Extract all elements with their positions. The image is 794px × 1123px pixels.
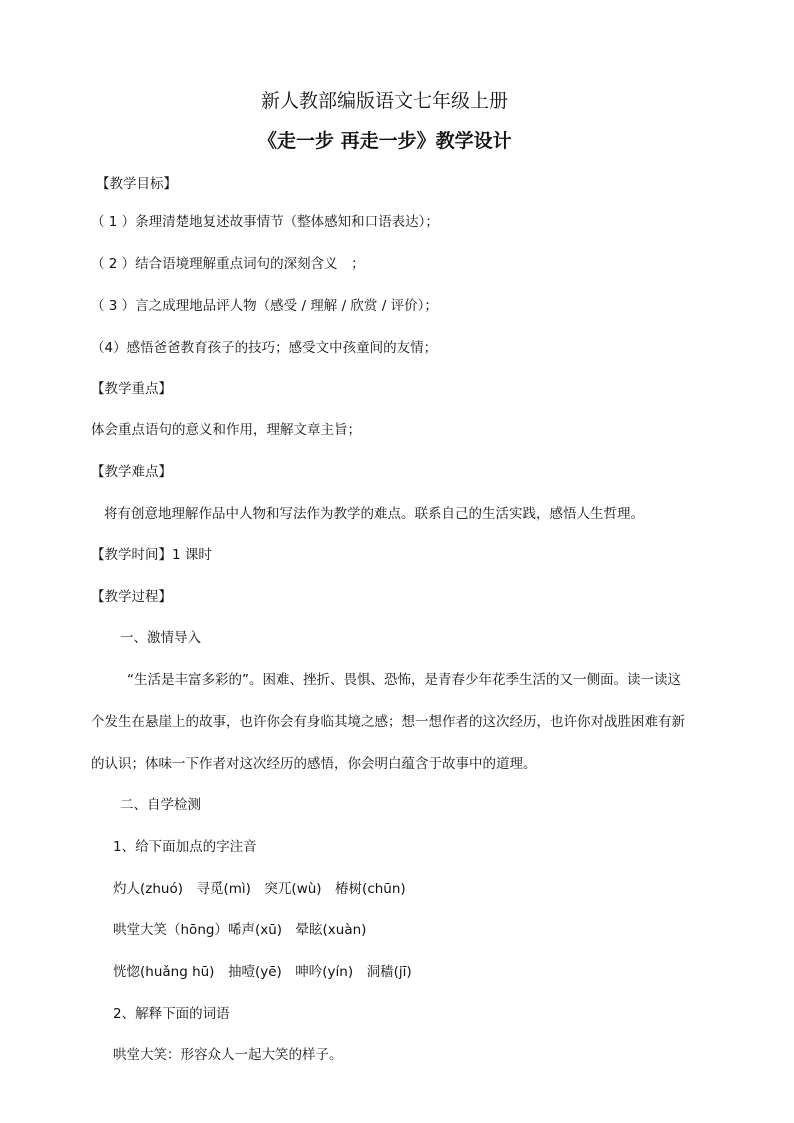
section-2-heading: 二、自学检测: [120, 797, 201, 813]
item-2-heading: 2、解释下面的词语: [113, 1006, 230, 1022]
objective-item: （ 3 ）言之成理地品评人物（感受 / 理解 / 欣赏 / 评价）；: [91, 298, 438, 314]
pinyin-line: 哄堂大笑（hōng）唏声(xū) 晕眩(xuàn): [113, 922, 367, 938]
item-1-heading: 1、给下面加点的字注音: [113, 839, 257, 855]
teaching-time: 【教学时间】1 课时: [91, 547, 212, 563]
pinyin-line: 灼人(zhuó) 寻觅(mì) 突兀(wù) 椿树(chūn): [113, 881, 406, 897]
key-point-heading: 【教学重点】: [91, 381, 172, 397]
section-1-heading: 一、激情导入: [120, 630, 201, 646]
process-heading: 【教学过程】: [91, 589, 172, 605]
objective-item: （ 2 ）结合语境理解重点词句的深刻含义 ；: [91, 256, 365, 272]
document-subtitle: 《走一步 再走一步》教学设计: [258, 130, 512, 152]
objective-item: （4）感悟爸爸教育孩子的技巧；感受文中孩童间的友情；: [91, 340, 438, 356]
difficulty-text: 将有创意地理解作品中人物和写法作为教学的难点。联系自己的生活实践，感悟人生哲理。: [104, 506, 644, 522]
definition-line: 哄堂大笑：形容众人一起大笑的样子。: [113, 1047, 343, 1063]
objective-item: （ 1 ）条理清楚地复述故事情节（整体感知和口语表达）；: [91, 214, 439, 230]
intro-paragraph-line: “生活是丰富多彩的”。困难、挫折、畏惧、恐怖，是青春少年花季生活的又一侧面。读一读这: [127, 672, 681, 688]
pinyin-line: 恍惚(huǎng hū) 抽噎(yē) 呻吟(yín) 洞穑(jī): [113, 964, 412, 980]
intro-paragraph-line: 的认识；体味一下作者对这次经历的感悟，你会明白蕴含于故事中的道理。: [91, 756, 537, 772]
key-point-text: 体会重点语句的意义和作用，理解文章主旨；: [91, 422, 361, 438]
intro-paragraph-line: 个发生在悬崖上的故事，也许你会有身临其境之感；想一想作者的这次经历，也许你对战胜困难有新: [91, 714, 685, 730]
document-title: 新人教部编版语文七年级上册: [261, 90, 509, 112]
difficulty-heading: 【教学难点】: [91, 464, 172, 480]
objectives-heading: 【教学目标】: [96, 176, 177, 192]
